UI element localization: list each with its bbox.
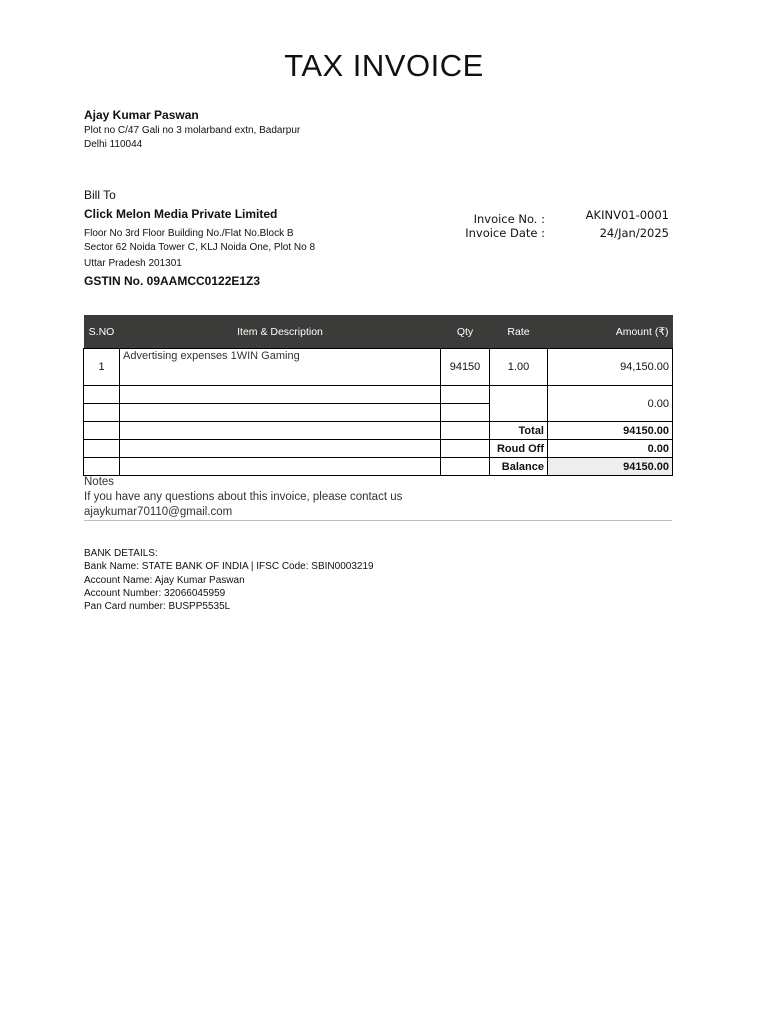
subtotal-amount: 0.00 (548, 386, 673, 422)
header-rate: Rate (490, 315, 548, 349)
empty-cell (84, 458, 120, 476)
empty-cell (441, 386, 490, 404)
balance-label: Balance (490, 458, 548, 476)
table-row (84, 386, 673, 404)
row1-qty: 94150 (441, 349, 490, 386)
empty-cell (84, 440, 120, 458)
header-qty: Qty (441, 315, 490, 349)
total-label: Total (490, 422, 548, 440)
empty-cell (120, 404, 441, 422)
table-header-row (84, 315, 673, 349)
notes-email: ajaykumar70110@gmail.com (84, 506, 233, 518)
notes-heading: Notes (84, 476, 115, 488)
bank-account-name: Account Name: Ajay Kumar Paswan (84, 574, 245, 586)
bank-heading: BANK DETAILS: (84, 548, 158, 559)
table-row (84, 440, 673, 458)
divider (84, 520, 672, 521)
empty-cell (441, 458, 490, 476)
seller-name: Ajay Kumar Paswan (84, 108, 199, 122)
bank-name: Bank Name: STATE BANK OF INDIA | IFSC Code: SBIN0003219 (84, 561, 374, 573)
total-value: 94150.00 (548, 422, 673, 440)
row1-amount: 94,150.00 (548, 349, 673, 386)
notes-section (84, 475, 402, 520)
seller-address-line-2: Delhi 110044 (84, 139, 143, 150)
client-gstin: GSTIN No. 09AAMCC0122E1Z3 (84, 274, 261, 288)
empty-cell (441, 404, 490, 422)
row1-sno: 1 (84, 349, 120, 386)
client-address-line-2: Sector 62 Noida Tower C, KLJ Noida One, Plot No 8 (84, 242, 316, 253)
row1-item: Advertising expenses 1WIN Gaming (120, 349, 441, 386)
table-row (84, 422, 673, 440)
notes-contact-line: If you have any questions about this invoice, please contact us (84, 491, 403, 503)
empty-cell (120, 422, 441, 440)
table-row (84, 458, 673, 476)
empty-cell (490, 386, 548, 422)
bill-to-label: Bill To (84, 188, 116, 202)
empty-cell (84, 404, 120, 422)
seller-address-line-1: Plot no C/47 Gali no 3 molarband extn, Badarpur (84, 125, 301, 136)
header-amount: Amount (₹) (548, 315, 673, 349)
client-address-line-3: Uttar Pradesh 201301 (84, 258, 182, 269)
bank-pan: Pan Card number: BUSPP5535L (84, 601, 231, 613)
bank-account-number: Account Number: 32066045959 (84, 587, 226, 599)
header-sno: S.NO (84, 315, 120, 349)
invoice-number-value: AKINV01-0001 (585, 208, 669, 222)
empty-cell (120, 386, 441, 404)
table-row (84, 349, 673, 386)
invoice-title: TAX INVOICE (284, 48, 484, 83)
balance-value: 94150.00 (548, 458, 673, 476)
header-item-description: Item & Description (120, 315, 441, 349)
client-name: Click Melon Media Private Limited (84, 207, 278, 221)
empty-cell (441, 440, 490, 458)
empty-cell (120, 440, 441, 458)
seller-address (84, 124, 300, 152)
empty-cell (441, 422, 490, 440)
empty-cell (84, 422, 120, 440)
invoice-date-label: Invoice Date : (465, 226, 545, 240)
roundoff-label: Roud Off (490, 440, 548, 458)
invoice-date-value: 24/Jan/2025 (599, 226, 669, 240)
bank-details (84, 547, 374, 613)
line-items-table (83, 315, 673, 476)
client-address-line-1: Floor No 3rd Floor Building No./Flat No.Block B (84, 228, 294, 239)
row1-rate: 1.00 (490, 349, 548, 386)
invoice-number-label: Invoice No. : (473, 212, 545, 226)
empty-cell (84, 386, 120, 404)
roundoff-value: 0.00 (548, 440, 673, 458)
empty-cell (120, 458, 441, 476)
